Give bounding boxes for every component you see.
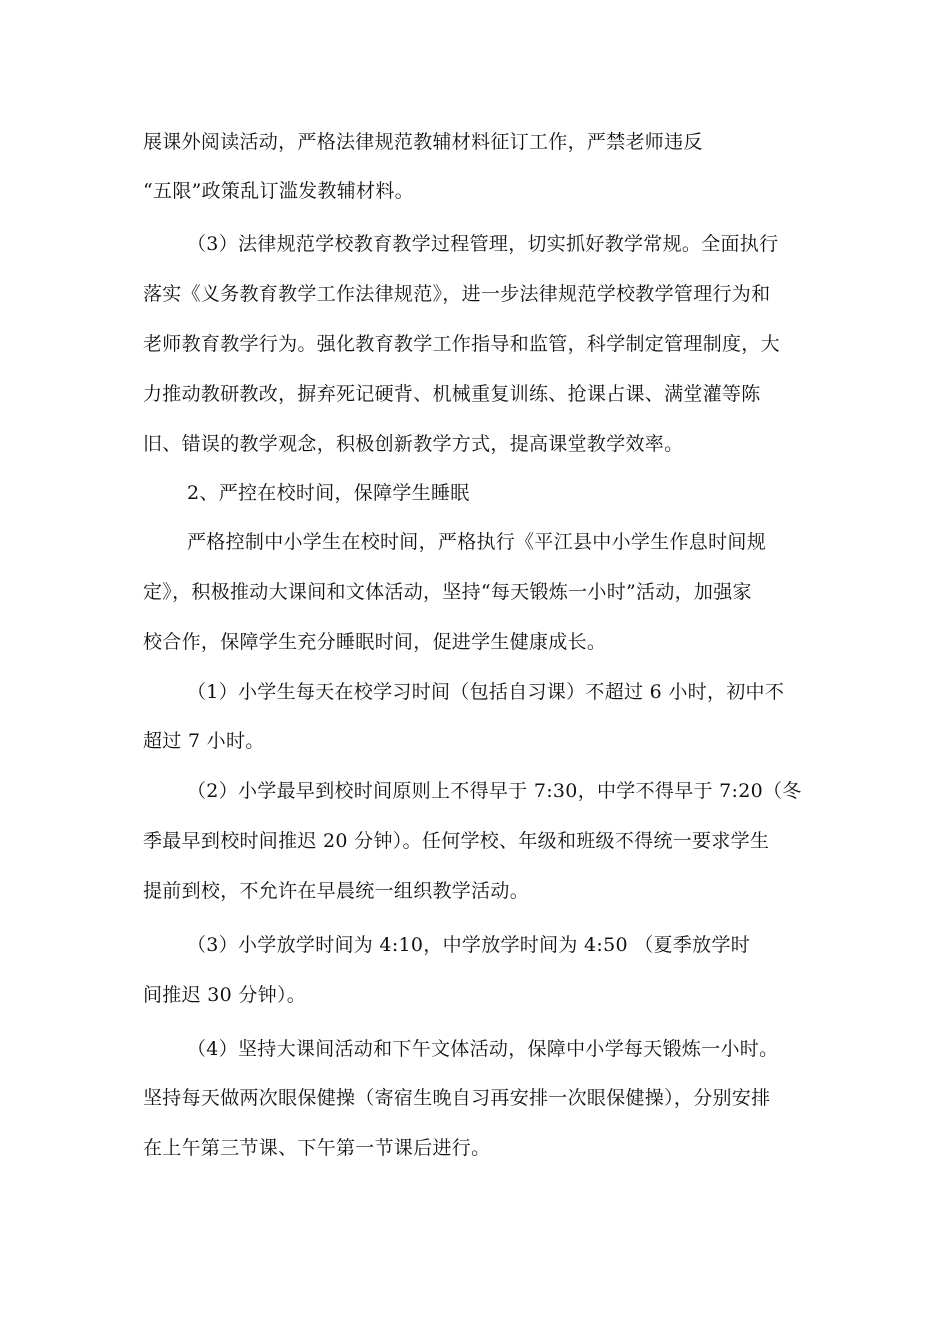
text-line: 定》，积极推动大课间和文体活动，坚持“每天锻炼一小时”活动，加强家 [143,581,752,603]
text-line: （1）小学生每天在校学习时间（包括自习课）不超过 6 小时，初中不 [187,681,785,703]
text-line: 在上午第三节课、下午第一节课后进行。 [143,1137,491,1159]
text-line: （3）法律规范学校教育教学过程管理，切实抓好教学常规。全面执行 [187,233,779,255]
text-line: “五限”政策乱订滥发教辅材料。 [143,180,414,202]
text-line: 坚持每天做两次眼保健操（寄宿生晚自习再安排一次眼保健操），分别安排 [143,1087,771,1109]
text-line: 严格控制中小学生在校时间，严格执行《平江县中小学生作息时间规 [187,531,767,553]
text-line: 旧、错误的教学观念，积极创新教学方式，提高课堂教学效率。 [143,433,684,455]
text-line: 校合作，保障学生充分睡眠时间，促进学生健康成长。 [143,631,607,653]
text-line: （4）坚持大课间活动和下午文体活动，保障中小学每天锻炼一小时。 [187,1038,779,1060]
text-line: 展课外阅读活动，严格法律规范教辅材料征订工作，严禁老师违反 [143,131,703,153]
text-line: 落实《义务教育教学工作法律规范》，进一步法律规范学校教学管理行为和 [143,283,771,305]
text-line: 季最早到校时间推迟 20 分钟）。任何学校、年级和班级不得统一要求学生 [143,830,770,852]
text-line: （2）小学最早到校时间原则上不得早于 7:30，中学不得早于 7:20（冬 [187,780,802,802]
text-line: 间推迟 30 分钟）。 [143,984,307,1006]
text-line: 力推动教研教改，摒弃死记硬背、机械重复训练、抢课占课、满堂灌等陈 [143,383,761,405]
text-line: 提前到校，不允许在早晨统一组织教学活动。 [143,880,530,902]
text-line: 超过 7 小时。 [143,730,265,752]
text-line: （3）小学放学时间为 4:10，中学放学时间为 4:50 （夏季放学时 [187,934,751,956]
text-line: 老师教育教学行为。强化教育教学工作指导和监管，科学制定管理制度，大 [143,333,780,355]
section-heading: 2、严控在校时间，保障学生睡眠 [187,482,470,504]
